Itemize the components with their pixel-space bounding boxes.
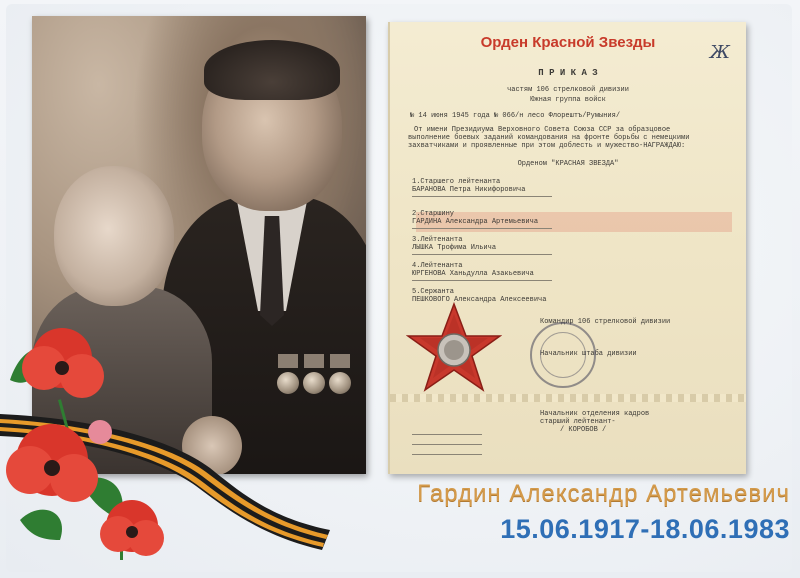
document-line: 2.Старшину — [412, 210, 455, 218]
medal-icon — [303, 372, 325, 394]
poppy-flowers — [0, 320, 210, 570]
document-line: Южная группа войск — [530, 96, 606, 104]
underline — [412, 254, 552, 255]
document-line: Начальник штаба дивизии — [540, 350, 637, 358]
underline — [412, 196, 552, 197]
document-line: 5.Сержанта — [412, 288, 455, 296]
underline — [412, 280, 552, 281]
award-document — [388, 22, 746, 474]
medal-icon — [277, 372, 299, 394]
document-heading: П Р И К А З — [538, 68, 598, 78]
handwritten-signature: Ж — [709, 42, 730, 63]
medal-ribbon — [278, 354, 298, 368]
document-line: ЛЫШКА Трофима Ильича — [412, 244, 497, 252]
document-line: БАРАНОВА Петра Никифоровича — [412, 186, 526, 194]
underline — [412, 444, 482, 445]
torn-edge — [390, 394, 746, 402]
document-line: ЮРГЕНОВА Ханьдулла Азакьевича — [412, 270, 534, 278]
document-line: Начальник отделения кадров — [540, 410, 650, 418]
document-title: Орден Красной Звезды — [480, 34, 656, 51]
medal-ribbon — [330, 354, 350, 368]
person-name: Гардин Александр Артемьевич — [417, 480, 790, 507]
document-line: / КОРОБОВ / — [560, 426, 607, 434]
medal-ribbon — [304, 354, 324, 368]
life-dates: 15.06.1917-18.06.1983 — [500, 514, 790, 544]
document-line: 4.Лейтенанта — [412, 262, 463, 270]
underline — [412, 454, 482, 455]
document-line: выполнение боевых заданий командования на фронте борьбы с немецкими — [408, 134, 690, 142]
document-line: 3.Лейтенанта — [412, 236, 463, 244]
document-line: № 14 июня 1945 года № 066/н лесо Флорештъ/Румыния/ — [410, 112, 621, 120]
document-line: Командир 106 стрелковой дивизии — [540, 318, 671, 326]
document-line: Орденом "КРАСНАЯ ЗВЕЗДА" — [517, 160, 619, 168]
official-stamp — [530, 322, 596, 388]
poppy-flower — [22, 328, 104, 398]
child-face — [54, 166, 174, 306]
document-line: ПЕШКОВОГО Александра Алексеевича — [412, 296, 547, 304]
medal-icon — [329, 372, 351, 394]
document-line: ГАРДИНА Александра Артемьевича — [412, 218, 539, 226]
man-hair — [204, 40, 340, 100]
document-line: 1.Старшего лейтенанта — [412, 178, 501, 186]
poppy-bud — [88, 420, 112, 444]
underline — [412, 434, 482, 435]
document-line: От имени Президиума Верховного Совета Союза ССР за образцовое — [414, 126, 671, 134]
document-line: захватчиками и проявленные при этом доблесть и мужество-НАГРАЖДАЮ: — [408, 142, 686, 150]
red-star-order-icon — [406, 302, 502, 394]
poppy-flower — [6, 424, 98, 502]
underline — [412, 228, 552, 229]
document-line: старший лейтенант- — [540, 418, 616, 426]
document-line: частям 106 стрелковой дивизии — [507, 86, 629, 94]
